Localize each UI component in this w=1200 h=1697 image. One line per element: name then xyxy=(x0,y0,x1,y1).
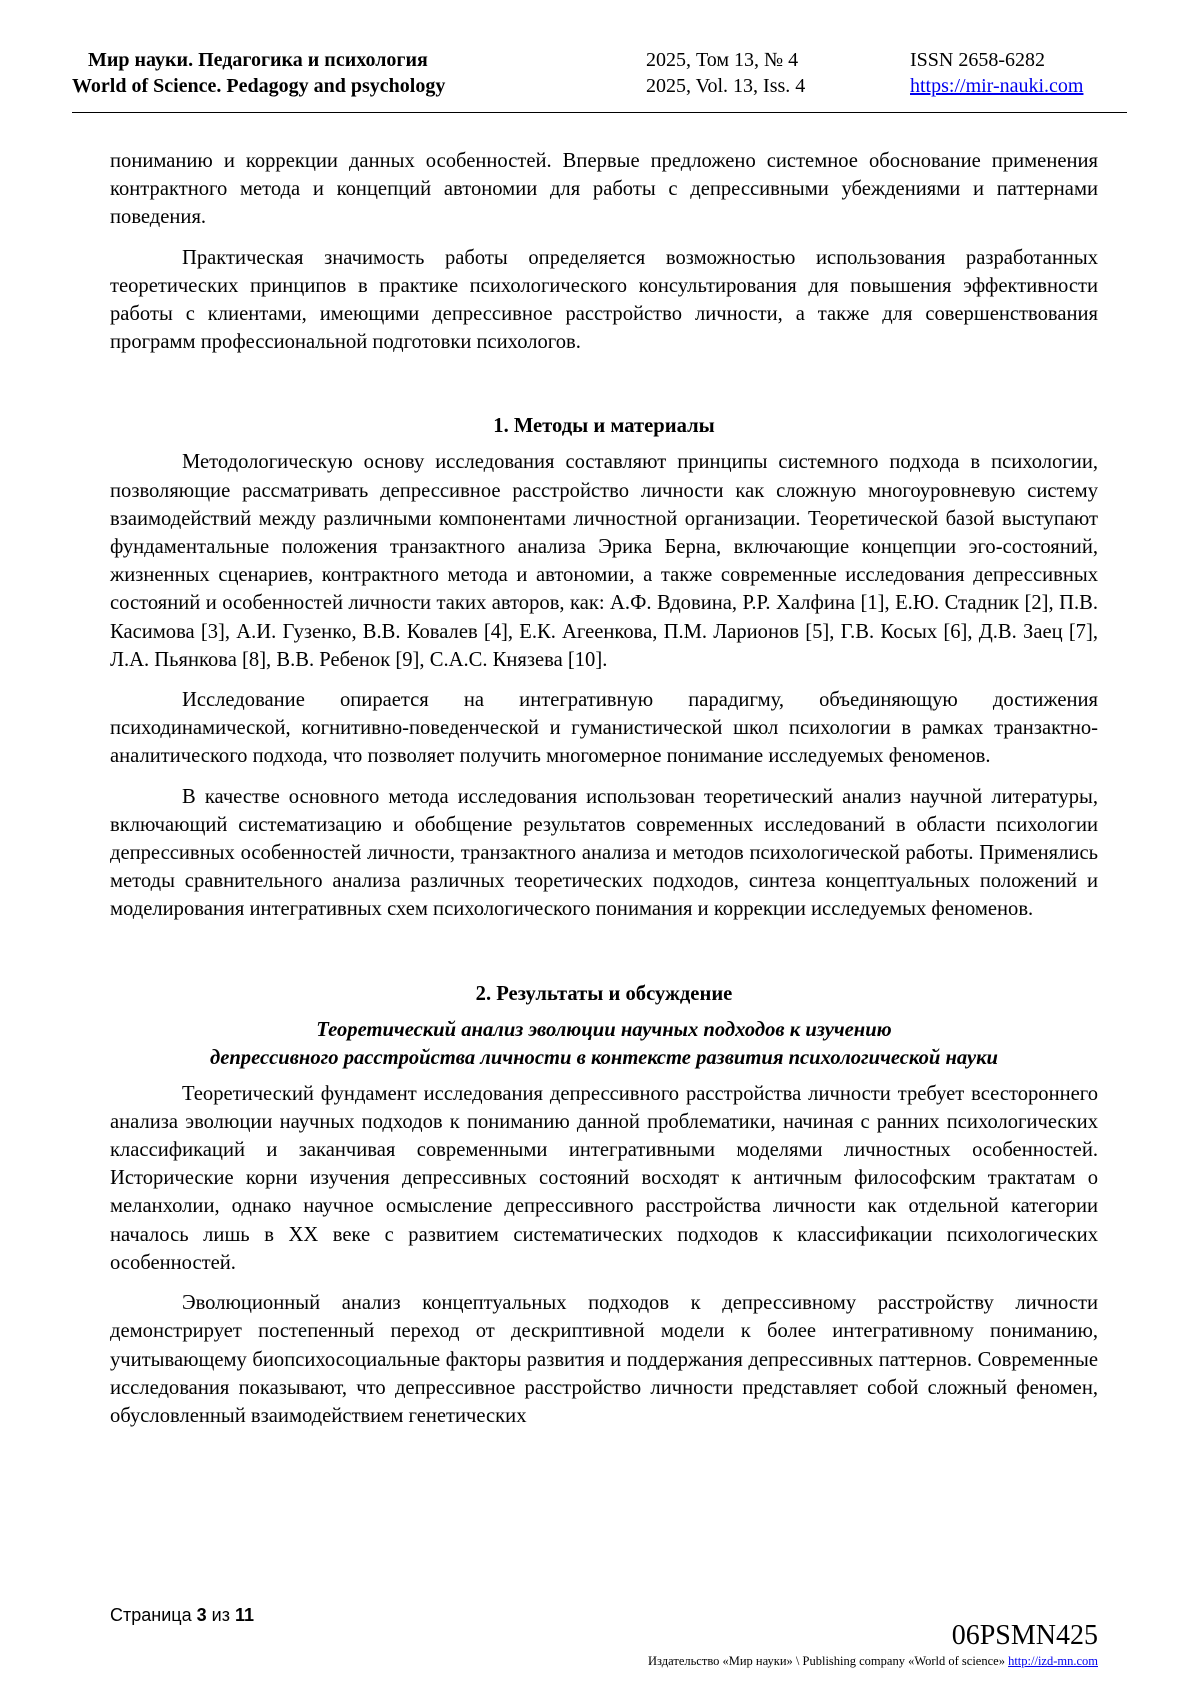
subsection-title-line-1: Теоретический анализ эволюции научных подходов к изучению xyxy=(316,1018,892,1041)
page-number xyxy=(110,1605,254,1626)
section-2-title: 2. Результаты и обсуждение xyxy=(475,982,733,1005)
paragraph-methods-1: Методологическую основу исследования составляют принципы системного подхода в психологии, позволяющие рассматривать депрессивное расстройство личности как сложную многоуровневую систему взаимодействий между различными компонентами личностной организации. Теоретической базой выступают фундаментальные положения транзактного анализа Эрика Берна, включающие концепции эго-состояний, жизненных сценариев, контрактного метода и автономии, а также современные исследования депрессивных состояний и особенностей личности таких авторов, как: А.Ф. Вдовина, Р.Р. Халфина [1], Е.Ю. Стадник [2], П.В. Касимова [3], А.И. Гузенко, В.В. Ковалев [4], Е.К. Агеенкова, П.М. Ларионов [5], Г.В. Косых [6], Д.В. Заец [7], Л.А. Пьянкова [8], В.В. Ребенок [9], С.А.С. Князева [10]. xyxy=(110,451,1098,671)
journal-title-ru: Мир науки. Педагогика и психология xyxy=(88,49,428,71)
issn: ISSN 2658-6282 xyxy=(910,49,1046,71)
issue-ru: 2025, Том 13, № 4 xyxy=(646,49,799,71)
page-total: 11 xyxy=(234,1605,254,1625)
publisher-name: Издательство «Мир науки» \ Publishing company «World of science» xyxy=(648,1654,1005,1668)
section-1-title: 1. Методы и материалы xyxy=(493,415,715,438)
journal-url-link[interactable]: https://mir-nauki.com xyxy=(910,75,1084,97)
paragraph-results-1: Теоретический фундамент исследования депрессивного расстройства личности требует всестороннего анализа эволюции научных подходов к пониманию данной проблематики, начиная с ранних психологических классификаций и заканчивая современными интегративными моделями личностных особенностей. Исторические корни изучения депрессивных состояний восходят к античным философским трактатам о меланхолии, однако научное осмысление депрессивного расстройства личности как отдельной категории началось лишь в XX веке с развитием систематических подходов к классификации психологических особенностей. xyxy=(110,1082,1098,1274)
paragraph-results-2: Эволюционный анализ концептуальных подходов к депрессивному расстройству личности демонстрирует постепенный переход от дескриптивной модели к более интегративному пониманию, учитывающему биопсихосоциальные факторы развития и поддержания депрессивных паттернов. Современные исследования показывают, что депрессивное расстройство личности представляет собой сложный феномен, обусловленный взаимодействием генетических xyxy=(110,1292,1098,1427)
journal-title-en: World of Science. Pedagogy and psychology xyxy=(72,75,446,97)
paragraph-methods-2: Исследование опирается на интегративную парадигму, объединяющую достижения психодинамической, когнитивно-поведенческой и гуманистической школ психологии в рамках транзактно-аналитического подхода, что позволяет получить многомерное понимание исследуемых феноменов. xyxy=(110,689,1098,768)
page-prefix: Страница xyxy=(110,1605,192,1625)
page-header xyxy=(72,50,1127,113)
paragraph-intro-continuation: пониманию и коррекции данных особенностей. Впервые предложено системное обоснование применения контрактного метода и концепций автономии для работы с депрессивными убеждениями и паттернами поведения. xyxy=(110,150,1098,229)
article-body xyxy=(110,147,1098,1442)
issue-en: 2025, Vol. 13, Iss. 4 xyxy=(646,75,806,97)
subsection-title-line-2: депрессивного расстройства личности в контексте развития психологической науки xyxy=(210,1046,998,1069)
article-code: 06PSMN425 xyxy=(951,1620,1098,1651)
paragraph-methods-3: В качестве основного метода исследования использован теоретический анализ научной литературы, включающий систематизацию и обобщение результатов современных исследований в области психологии депрессивных особенностей личности, транзактного анализа и методов психологической работы. Применялись методы сравнительного анализа различных теоретических подходов, синтеза концептуальных положений и моделирования интегративных схем психологического понимания и коррекции исследуемых феноменов. xyxy=(110,785,1098,921)
publisher-footer xyxy=(648,1654,1098,1669)
page-separator: из xyxy=(211,1605,230,1625)
publisher-url-link[interactable]: http://izd-mn.com xyxy=(1008,1654,1098,1668)
paragraph-practical-significance: Практическая значимость работы определяется возможностью использования разработанных теоретических принципов в практике психологического консультирования для повышения эффективности работы с клиентами, имеющими депрессивное расстройство личности, а также для совершенствования программ профессиональной подготовки психологов. xyxy=(110,246,1098,354)
subsection-title xyxy=(110,1016,1098,1072)
page-current: 3 xyxy=(196,1605,207,1625)
